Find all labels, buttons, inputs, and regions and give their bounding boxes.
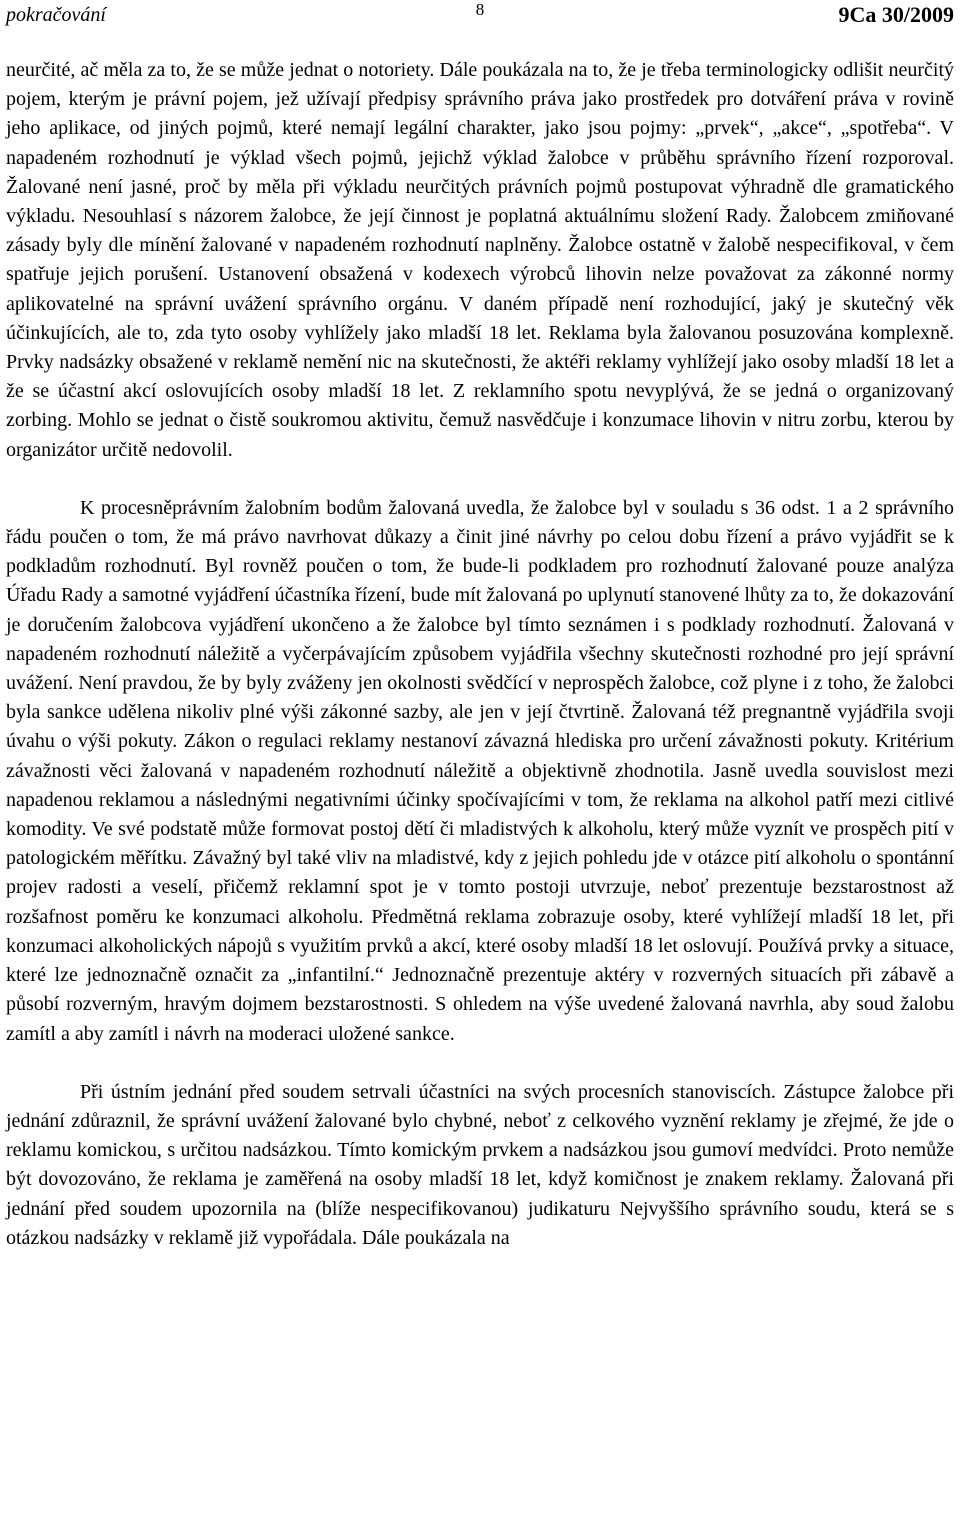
paragraph: K procesněprávním žalobním bodům žalovaná uvedla, že žalobce byl v souladu s 36 odst. 1 a 2 správního řádu poučen o tom, že má právo navrhovat důkazy a činit jiné návrhy po celou dobu řízení a právo vyjádřit se k podkladům rozhodnutí. Byl rovněž poučen o tom, že bude-li podkladem pro rozhodnutí žalované pouze analýza Úřadu Rady a samotné vyjádření účastníka řízení, bude mít žalovaná po uplynutí stanovené lhůty za to, že dokazování je doručením žalobcova vyjádření ukončeno a že žalobce byl tímto seznámen i s podklady rozhodnutí. Žalovaná v napadeném rozhodnutí náležitě a vyčerpávajícím způsobem vyjádřila všechny skutečnosti rozhodné pro její správní uvážení. Není pravdou, že by byly zváženy jen okolnosti svědčící v neprospěch žalobce, což plyne i z toho, že žalobci byla sankce udělena nikoliv plné výši zákonné sazby, ale jen v její čtvrtině. Žalovaná též pregnantně vyjádřila svoji úvahu o výši pokuty. Zákon o regulaci reklamy nestanoví závazná hlediska pro určení závažnosti pokuty. Kritérium závažnosti věci žalovaná v napadeném rozhodnutí náležitě a objektivně zhodnotila. Jasně uvedla souvislost mezi napadenou reklamou a následnými negativními účinky spočívajícími v tom, že reklama na alkohol patří mezi citlivé komodity. Ve své podstatě může formovat postoj dětí či mladistvých k alkoholu, který může vyznít ve prospěch pití v patologickém měřítku. Závažný byl také vliv na mladistvé, kdy z jejich pohledu jde v otázce pití alkoholu o spontánní projev radosti a veselí, přičemž reklamní spot je v tomto postoji utvrzuje, neboť prezentuje bezstarostnost až rozšafnost poměru ke konzumaci alkoholu. Předmětná reklama zobrazuje osoby, které vyhlížejí mladší 18 let, při konzumaci alkoholických nápojů s využitím prvků a akcí, které osoby mladší 18 let oslovují. Používá prvky a situace, které lze jednoznačně označit za „infantilní.“ Jednoznačně prezentuje aktéry v rozverných situacích při zábavě a působí rozverným, hravým dojmem bezstarostnosti. S ohledem na výše uvedené žalovaná navrhla, aby soud žalobu zamítl a aby zamítl i návrh na moderaci uložené sankce.: [6, 496, 954, 1045]
document-body: [6, 56, 954, 1253]
paragraph: neurčité, ač měla za to, že se může jednat o notoriety. Dále poukázala na to, že je třeba terminologicky odlišit neurčitý pojem, kterým je právní pojem, jež užívají předpisy správního práva jako prostředek pro dotváření práva v rovině jeho aplikace, od jiných pojmů, které nemají legální charakter, jako jsou pojmy: „prvek“, „akce“, „spotřeba“. V napadeném rozhodnutí je výklad všech pojmů, jejichž výklad žalobce v průběhu správního řízení rozporoval. Žalované není jasné, proč by měla při výkladu neurčitých právních pojmů postupovat výhradně dle gramatického výkladu. Nesouhlasí s názorem žalobce, že její činnost je poplatná aktuálnímu složení Rady. Žalobcem zmiňované zásady byly dle mínění žalované v napadeném rozhodnutí naplněny. Žalobce ostatně v žalobě nespecifikoval, v čem spatřuje jejich porušení. Ustanovení obsažená v kodexech výrobců lihovin nelze považovat za zákonné normy aplikovatelné na správní uvážení správního orgánu. V daném případě není rozhodující, jaký je skutečný věk účinkujících, ale to, zda tyto osoby vyhlížely jako mladší 18 let. Reklama byla žalovanou posuzována komplexně. Prvky nadsázky obsažené v reklamě nemění nic na skutečnosti, že aktéři reklamy vyhlížejí jako osoby mladší 18 let a že se účastní akcí oslovujících osoby mladší 18 let. Z reklamního spotu nevyplývá, že se jedná o organizovaný zorbing. Mohlo se jednat o čistě soukromou aktivitu, čemuž nasvědčuje i konzumace lihovin v nitru zorbu, kterou by organizátor určitě nedovolil.: [6, 59, 954, 461]
page-header: [6, 0, 954, 34]
continuation-label: pokračování: [6, 4, 106, 26]
paragraph: Při ústním jednání před soudem setrvali účastníci na svých procesních stanoviscích. Zástupce žalobce při jednání zdůraznil, že správní uvážení žalované bylo chybné, neboť z celkového vyznění reklamy je zřejmé, že jde o reklamu komickou, s určitou nadsázkou. Tímto komickým prvkem a nadsázkou jsou gumoví medvídci. Proto nemůže být dovozováno, že reklama je zaměřená na osoby mladší 18 let, když komičnost je znakem reklamy. Žalovaná při jednání před soudem upozornila na (blíže nespecifikovanou) judikaturu Nejvyššího správního soudu, která se s otázkou nadsázky v reklamě již vypořádala. Dále poukázala na: [6, 1080, 954, 1249]
case-number: 9Ca 30/2009: [838, 2, 954, 27]
page-number: 8: [475, 0, 485, 19]
